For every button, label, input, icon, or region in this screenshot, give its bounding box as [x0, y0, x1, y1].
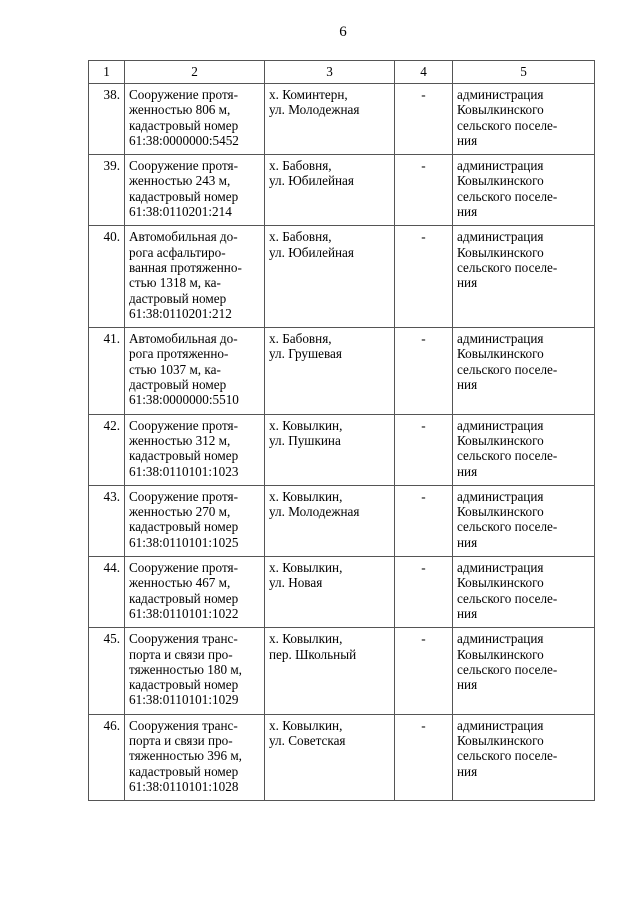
object-name-cell: Автомобильная до- рога протяженно- стью 1037 м, ка- дастровый номер 61:38:0000000:5510	[125, 328, 265, 414]
column-4-cell: -	[395, 84, 453, 155]
row-number-cell: 39.	[89, 155, 125, 226]
page-number: 6	[339, 24, 347, 40]
column-4-cell: -	[395, 328, 453, 414]
owner-cell: администрация Ковылкинского сельского поселе- ния	[453, 557, 595, 628]
object-name-cell: Сооружение протя- женностью 243 м, кадастровый номер 61:38:0110201:214	[125, 155, 265, 226]
row-number-cell: 46.	[89, 714, 125, 800]
object-name-cell: Сооружения транс- порта и связи про- тяженностью 396 м, кадастровый номер 61:38:0110101:1028	[125, 714, 265, 800]
address-cell: х. Ковылкин, ул. Молодежная	[265, 485, 395, 556]
column-4-cell: -	[395, 485, 453, 556]
owner-cell: администрация Ковылкинского сельского поселе- ния	[453, 485, 595, 556]
row-number-cell: 40.	[89, 226, 125, 328]
table-row	[89, 628, 595, 714]
owner-cell: администрация Ковылкинского сельского поселе- ния	[453, 714, 595, 800]
table-body	[89, 84, 595, 801]
registry-table	[88, 60, 595, 801]
column-4-cell: -	[395, 557, 453, 628]
table-row	[89, 84, 595, 155]
object-name-cell: Автомобильная до- рога асфальтиро- ванная протяженно- стью 1318 м, ка- дастровый номер 61:38:0110201:212	[125, 226, 265, 328]
column-4-cell: -	[395, 628, 453, 714]
owner-cell: администрация Ковылкинского сельского поселе- ния	[453, 328, 595, 414]
owner-cell: администрация Ковылкинского сельского поселе- ния	[453, 155, 595, 226]
table-row	[89, 414, 595, 485]
column-4-cell: -	[395, 226, 453, 328]
row-number-cell: 42.	[89, 414, 125, 485]
address-cell: х. Бабовня, ул. Грушевая	[265, 328, 395, 414]
table-row	[89, 226, 595, 328]
owner-cell: администрация Ковылкинского сельского поселе- ния	[453, 226, 595, 328]
header-cell-5: 5	[453, 61, 595, 84]
header-row	[89, 61, 595, 84]
address-cell: х. Бабовня, ул. Юбилейная	[265, 226, 395, 328]
owner-cell: администрация Ковылкинского сельского поселе- ния	[453, 84, 595, 155]
owner-cell: администрация Ковылкинского сельского поселе- ния	[453, 628, 595, 714]
address-cell: х. Ковылкин, пер. Школьный	[265, 628, 395, 714]
header-cell-3: 3	[265, 61, 395, 84]
table-row	[89, 328, 595, 414]
object-name-cell: Сооружения транс- порта и связи про- тяженностью 180 м, кадастровый номер 61:38:0110101:1029	[125, 628, 265, 714]
address-cell: х. Коминтерн, ул. Молодежная	[265, 84, 395, 155]
table-row	[89, 485, 595, 556]
object-name-cell: Сооружение протя- женностью 270 м, кадастровый номер 61:38:0110101:1025	[125, 485, 265, 556]
row-number-cell: 43.	[89, 485, 125, 556]
column-4-cell: -	[395, 414, 453, 485]
object-name-cell: Сооружение протя- женностью 806 м, кадастровый номер 61:38:0000000:5452	[125, 84, 265, 155]
header-cell-2: 2	[125, 61, 265, 84]
address-cell: х. Ковылкин, ул. Новая	[265, 557, 395, 628]
column-4-cell: -	[395, 155, 453, 226]
object-name-cell: Сооружение протя- женностью 467 м, кадастровый номер 61:38:0110101:1022	[125, 557, 265, 628]
table-row	[89, 714, 595, 800]
column-4-cell: -	[395, 714, 453, 800]
address-cell: х. Бабовня, ул. Юбилейная	[265, 155, 395, 226]
owner-cell: администрация Ковылкинского сельского поселе- ния	[453, 414, 595, 485]
address-cell: х. Ковылкин, ул. Пушкина	[265, 414, 395, 485]
header-cell-1: 1	[89, 61, 125, 84]
table-header	[89, 61, 595, 84]
table-row	[89, 155, 595, 226]
row-number-cell: 44.	[89, 557, 125, 628]
object-name-cell: Сооружение протя- женностью 312 м, кадастровый номер 61:38:0110101:1023	[125, 414, 265, 485]
address-cell: х. Ковылкин, ул. Советская	[265, 714, 395, 800]
table-row	[89, 557, 595, 628]
row-number-cell: 41.	[89, 328, 125, 414]
header-cell-4: 4	[395, 61, 453, 84]
row-number-cell: 45.	[89, 628, 125, 714]
row-number-cell: 38.	[89, 84, 125, 155]
